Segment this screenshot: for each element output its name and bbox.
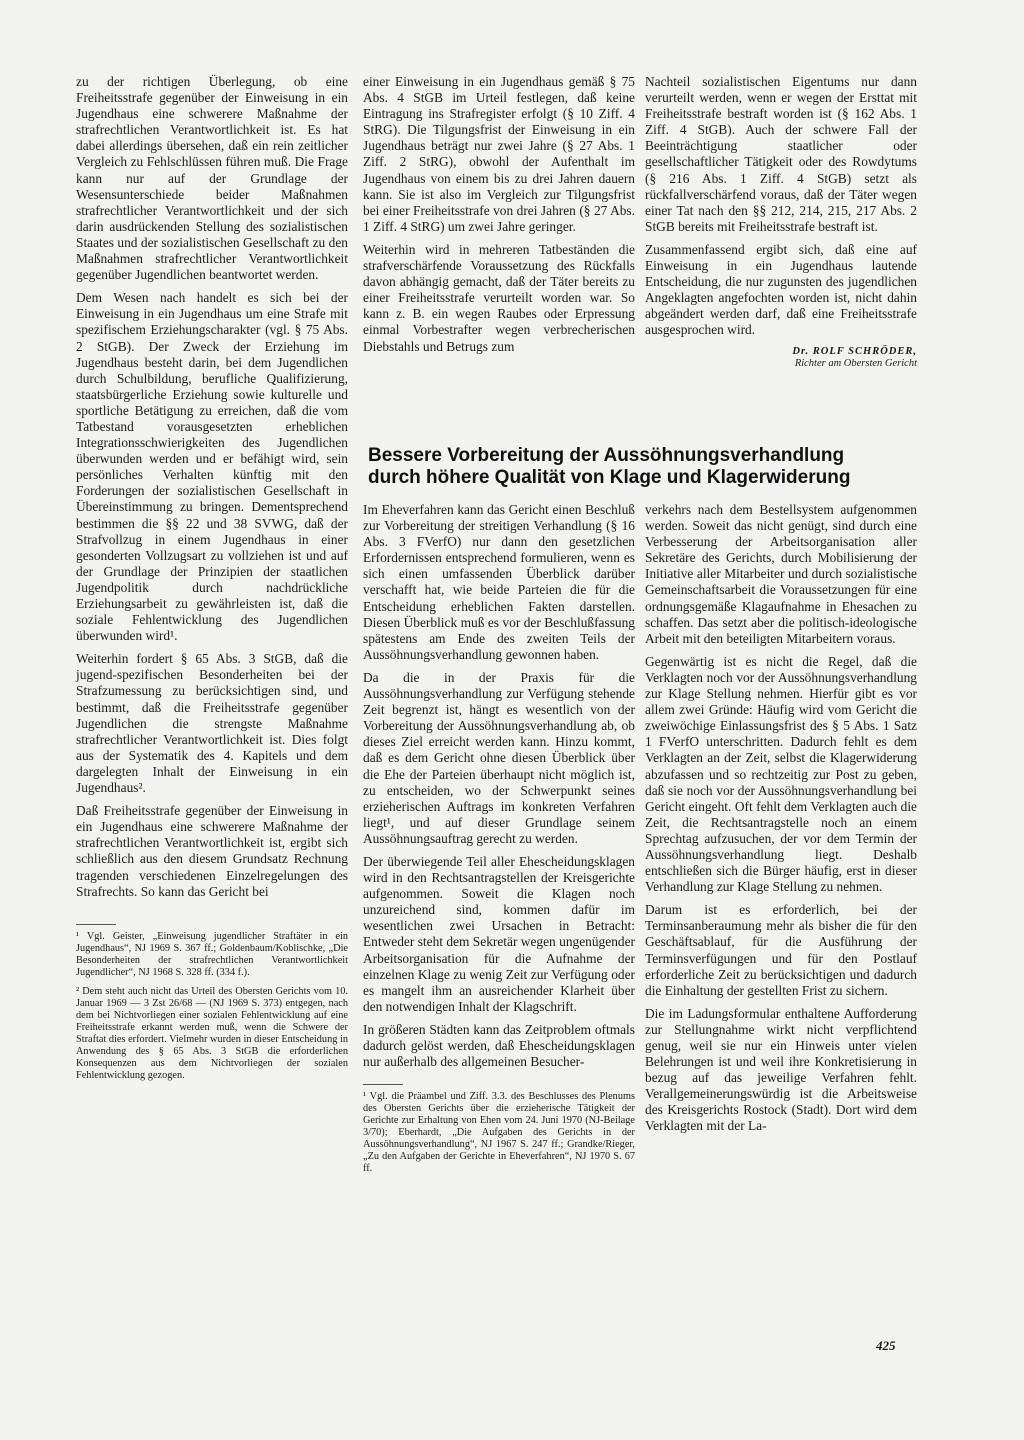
author-name: Dr. ROLF SCHRÖDER, — [792, 345, 917, 357]
paragraph: zu der richtigen Überlegung, ob eine Freiheitsstrafe gegenüber der Einweisung in ein Jugendhaus eine schwerere Maßnahme der strafrechtlichen Verantwortlichkeit ist. Es hat dabei allerdings übersehen, daß ein rein zeitlicher Vergleich zu Fehlschlüssen führen muß. Die Frage kann nur auf der Grundlage der Wesensunterschiede beider Maßnahmen strafrechtlicher Verantwortlichkeit und der sich darin ausdrückenden Stellung des sozialistischen Staates und der sozialistischen Gesellschaft zu den Maßnahmen strafrechtlicher Verantwortlichkeit gegenüber Jugendlichen beantwortet werden. — [76, 74, 348, 283]
paragraph: Da die in der Praxis für die Aussöhnungsverhandlung zur Verfügung stehende Zeit begrenzt ist, hängt es wesentlich von der Vorbereitung der Aussöhnungsverhandlung ab, ob dieses Ziel erreicht werden kann. Hinzu kommt, daß es dem Gericht ohne diesen Überblick über die Ehe der Parteien überhaupt nicht möglich ist, zu entscheiden, wo der Schwerpunkt seines erzieherischen Auftrags im konkreten Verfahren liegt¹, und auf dieser Grundlage seinem Aussöhnungsauftrag gerecht zu werden. — [363, 669, 635, 846]
author-signature — [645, 346, 917, 371]
paragraph: Der überwiegende Teil aller Ehescheidungsklagen wird in den Rechtsantragstellen der Kreisgerichte aufgenommen. Soweit die Klagen noch unzureichend sind, kommen dafür im wesentlichen zwei Ursachen in Betracht: Entweder steht dem Sekretär wegen ungenügender Arbeitsorganisation für die Aufnahme der einzelnen Klage zu wenig Zeit zur Verfügung oder es mangelt ihm an ausreichender Klarheit über den notwendigen Inhalt der Klagschrift. — [363, 853, 635, 1014]
right-column-top — [645, 74, 917, 371]
paragraph: Daß Freiheitsstrafe gegenüber der Einweisung in ein Jugendhaus eine schwerere Maßnahme der strafrechtlichen Verantwortlichkeit ist, ergibt sich schließlich aus den diesem Grundsatz Rechnung tragenden verschiedenen Einzelregelungen des Strafrechts. So kann das Gericht bei — [76, 803, 348, 899]
paragraph: Die im Ladungsformular enthaltene Aufforderung zur Stellungnahme wirkt nicht verpflichtend genug, weil sie nur ein Hinweis unter vielen Belehrungen ist und weil ihre Konkretisierung in bezug auf das jeweilige Verfahren fehlt. Verallgemeinerungswürdig ist die Arbeitsweise des Kreisgerichts Rostock (Stadt). Dort wird dem Verklagten mit der La- — [645, 1005, 917, 1134]
paragraph: Darum ist es erforderlich, bei der Terminsanberaumung mehr als bisher die für den Geschäftsablauf, für die Ausführung der Terminsverfügungen und für den Postlauf erforderliche Zeit zu berücksichtigen und dadurch die Einhaltung der gestellten Frist zu sichern. — [645, 902, 917, 998]
footnote: ¹ Vgl. die Präambel und Ziff. 3.3. des Beschlusses des Plenums des Obersten Gerichts über die erzieherische Tätigkeit der Gerichte zur Erhaltung von Ehen vom 24. Juni 1970 (NJ-Beilage 3/70); Eberhardt, „Die Aufgaben des Gerichts in der Aussöhnungsverhandlung“, NJ 1967 S. 247 ff.; Grandke/Rieger, „Zu den Aufgaben der Gerichte in Eheverfahren“, NJ 1970 S. 67 ff. — [363, 1091, 635, 1175]
paragraph: einer Einweisung in ein Jugendhaus gemäß § 75 Abs. 4 StGB im Urteil festlegen, daß keine Eintragung ins Strafregister erfolgt (§ 10 Ziff. 4 StRG). Die Tilgungsfrist der Einweisung in ein Jugendhaus beträgt nur zwei Jahre (§ 27 Abs. 1 Ziff. 2 StRG), obwohl der Aufenthalt im Jugendhaus von einem bis zu drei Jahren dauern kann. Sie ist also im Vergleich zur Tilgungsfrist bei einer Freiheitsstrafe von drei Jahren (§ 27 Abs. 1 Ziff. 4 StRG) um zwei Jahre geringer. — [363, 74, 635, 234]
footnote: ² Dem steht auch nicht das Urteil des Obersten Gerichts vom 10. Januar 1969 — 3 Zst 26/68 — (NJ 1969 S. 373) entgegen, nach dem bei Nichtvorliegen einer sozialen Fehlentwicklung auf eine Freiheitsstrafe erkannt werden muß, wenn die Schwere der Straftat dies erfordert. Vielmehr wurden in dieser Entscheidung in Anwendung des § 65 Abs. 3 StGB die erforderlichen Konsequenzen aus dem Nichtvorliegen der sozialen Fehlentwicklung gezogen. — [76, 985, 348, 1081]
middle-column-bottom — [363, 502, 635, 1182]
right-column-bottom — [645, 502, 917, 1142]
footnote-divider — [363, 1084, 403, 1085]
paragraph: Zusammenfassend ergibt sich, daß eine auf Einweisung in ein Jugendhaus lautende Entscheidung, die nur zugunsten des jugendlichen Angeklagten angefochten worden ist, nicht dahin abgeändert werden darf, daß eine Freiheitsstrafe ausgesprochen wird. — [645, 241, 917, 338]
article-title — [368, 445, 928, 489]
paragraph: Weiterhin wird in mehreren Tatbeständen die strafverschärfende Voraussetzung des Rückfalls davon abhängig gemacht, daß der Täter bereits zu einer Freiheitsstrafe verurteilt worden war. So kann z. B. ein wegen Raubes oder Erpressung einmal Vorbestrafter wegen verbrecherischen Diebstahls und Betrugs zum — [363, 241, 635, 354]
footnote: ¹ Vgl. Geister, „Einweisung jugendlicher Straftäter in ein Jugendhaus“, NJ 1969 S. 367 ff.; Goldenbaum/Koblischke, „Die Besonderheiten der strafrechtlichen Verantwortlichkeit Jugendlicher“, NJ 1968 S. 328 ff. (334 f.). — [76, 930, 348, 978]
paragraph: Dem Wesen nach handelt es sich bei der Einweisung in ein Jugendhaus um eine Strafe mit spezifischem Erziehungscharakter (vgl. § 75 Abs. 2 StGB). Der Zweck der Erziehung im Jugendhaus besteht darin, bei dem Jugendlichen durch Schulbildung, berufliche Qualifizierung, staatsbürgerliche Erziehung sowie kulturelle und sportliche Betätigung zu erreichen, daß die vom Tatbestand vorausgesetzten erheblichen Integrationsschwierigkeiten des Jugendlichen überwunden werden und er befähigt wird, sein persönliches Verhalten künftig mit den Forderungen der sozialistischen Gesellschaft in Übereinstimmung zu bringen. Dementsprechend bestimmen die §§ 22 und 38 SVWG, daß der Strafvollzug in einem Jugendhaus in einer gesonderten Vollzugsart zu vollziehen ist und auf der Grundlage der Prinzipien der staatlichen Jugendpolitik durch nachdrückliche Erziehungsarbeit zu gewährleisten ist, daß die soziale Fehlentwicklung des Jugendlichen überwunden wird¹. — [76, 290, 348, 644]
author-title: Richter am Obersten Gericht — [794, 358, 917, 369]
paragraph: verkehrs nach dem Bestellsystem aufgenommen werden. Soweit das nicht genügt, sind durch eine Verbesserung der Arbeitsorganisation aller Sekretäre des Gerichts, durch Mobilisierung der Initiative aller Mitarbeiter und durch sozialistische Gemeinschaftsarbeit die Voraussetzungen für eine ordnungsgemäße Klagaufnahme in Ehesachen zu schaffen. Das setzt aber die politisch-ideologische Arbeit mit den beteiligten Mitarbeitern voraus. — [645, 502, 917, 646]
article-title-line-1: Bessere Vorbereitung der Aussöhnungsverhandlung — [368, 445, 845, 466]
paragraph: Im Eheverfahren kann das Gericht einen Beschluß zur Vorbereitung der streitigen Verhandlung (§ 16 Abs. 3 FVerfO) nur dann den gesetzlichen Erfordernissen entsprechend formulieren, wenn es sich einen umfassenden Überblick darüber verschafft hat, wie beide Parteien die für die Entscheidung erheblichen Fakten darstellen. Diesen Überblick muß es vor der Beschlußfassung spätestens am Ende des zweiten Teils der Aussöhnungsverhandlung gewonnen haben. — [363, 502, 635, 662]
paragraph: Nachteil sozialistischen Eigentums nur dann verurteilt werden, wenn er wegen der Ersttat mit Freiheitsstrafe bestraft worden ist (§ 162 Abs. 1 Ziff. 4 StGB). Auch der schwere Fall der Beeinträchtigung staatlicher oder gesellschaftlicher Tätigkeit oder des Rowdytums (§ 216 Abs. 1 Ziff. 4 StGB) setzt als rückfallverschärfend voraus, daß der Täter wegen einer Tat nach den §§ 212, 214, 215, 217 Abs. 2 StGB bereits mit Freiheitsstrafe bestraft ist. — [645, 74, 917, 234]
middle-column-top — [363, 74, 635, 362]
paragraph: Gegenwärtig ist es nicht die Regel, daß die Verklagten noch vor der Aussöhnungsverhandlung zur Klage Stellung nehmen. Hierfür gibt es vor allem zwei Gründe: Häufig wird vom Gericht die zweiwöchige Einlassungsfrist des § 5 Abs. 1 Satz 1 FVerfO unterschritten. Dadurch fehlt es dem Verklagten an der Zeit, selbst die Klagerwiderung abzufassen und so rechtzeitig zur Post zu geben, daß sie noch vor der Aussöhnungsverhandlung bei Gericht eingeht. Oft fehlt dem Verklagten auch die Zeit, die Rechtsantragstelle noch an einem Sprechtag aufzusuchen, der vor dem Termin der Aussöhnungsverhandlung liegt. Deshalb entschließen sich die Bürger häufig, erst in dieser Verhandlung zur Klage Stellung zu nehmen. — [645, 653, 917, 895]
paragraph: In größeren Städten kann das Zeitproblem oftmals dadurch gelöst werden, daß Ehescheidungsklagen nur außerhalb des allgemeinen Besucher- — [363, 1021, 635, 1070]
article-title-line-2: durch höhere Qualität von Klage und Klagerwiderung — [368, 467, 851, 488]
paragraph: Weiterhin fordert § 65 Abs. 3 StGB, daß die jugend-spezifischen Besonderheiten bei der Strafzumessung zu berücksichtigen sind, und bestimmt, daß die Freiheitsstrafe gegenüber Jugendlichen die strengste Maßnahme strafrechtlicher Verantwortlichkeit ist. Dies folgt aus der Systematik des 4. Kapitels und dem dargelegten Inhalt der Einweisung in ein Jugendhaus². — [76, 651, 348, 796]
left-column — [76, 74, 348, 1089]
page-number: 425 — [876, 1338, 896, 1353]
footnote-divider — [76, 924, 116, 925]
